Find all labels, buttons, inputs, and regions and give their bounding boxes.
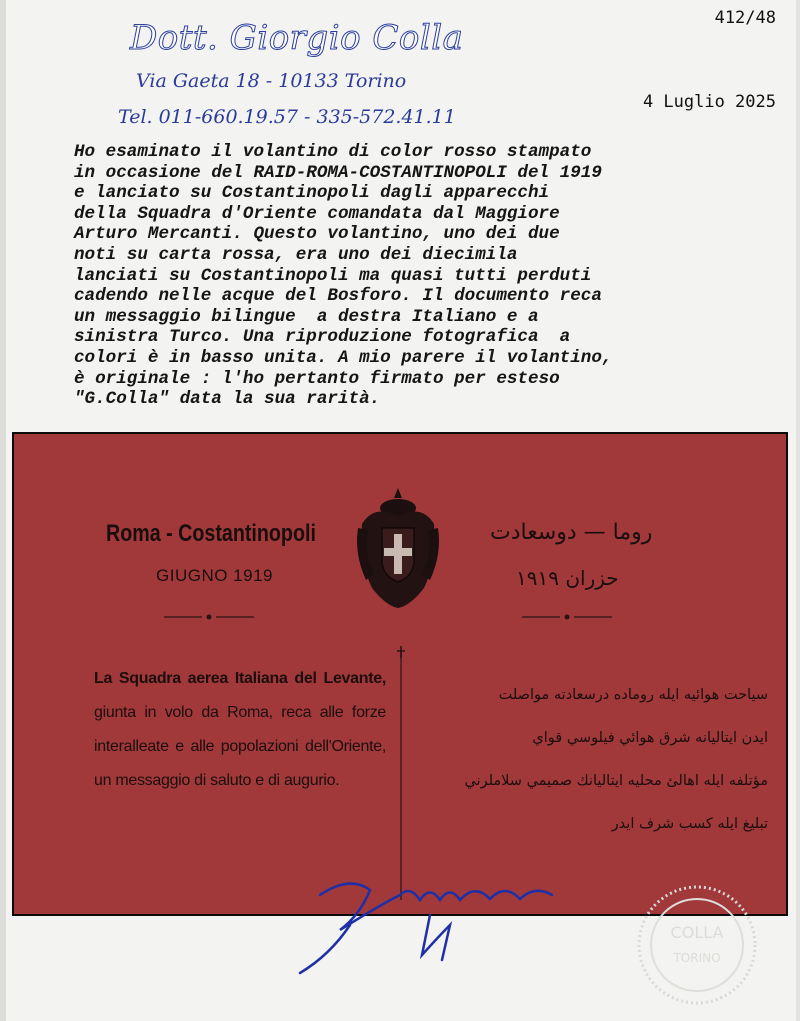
certificate-line: "G.Colla" data la sua rarità. bbox=[74, 389, 381, 410]
certificate-line: e lanciato su Costantinopoli dagli apparecchi bbox=[74, 183, 550, 204]
letterhead-address: Via Gaeta 18 - 10133 Torino bbox=[136, 70, 407, 92]
certificate-line: cadendo nelle acque del Bosforo. Il documento reca bbox=[74, 286, 602, 307]
page-edge-left bbox=[0, 0, 6, 1021]
flyer-message-italian bbox=[94, 662, 386, 798]
ottoman-line: تبليغ ايله كسب شرف ايدر bbox=[611, 816, 768, 832]
certificate-line: un messaggio bilingue a destra Italiano e a bbox=[74, 306, 539, 327]
certificate-line: sinistra Turco. Una riproduzione fotografica a bbox=[74, 327, 571, 348]
flyer-date-ottoman: حزران ١٩١٩ bbox=[516, 566, 619, 590]
letterhead-phone: Tel. 011-660.19.57 - 335-572.41.11 bbox=[118, 106, 456, 128]
page-edge-right bbox=[796, 0, 800, 1021]
embossed-stamp bbox=[632, 880, 762, 1010]
flyer-title: Roma - Costantinopoli bbox=[106, 520, 316, 547]
stamp-bottom-text: TORINO bbox=[673, 951, 721, 965]
certificate-line: in occasione del RAID-ROMA-COSTANTINOPOLI del 1919 bbox=[74, 162, 602, 183]
stamp-top-text: COLLA bbox=[670, 923, 724, 942]
certificate-line: colori è in basso unita. A mio parere il volantino, bbox=[74, 347, 613, 368]
handwritten-signature bbox=[290, 855, 590, 985]
ottoman-line: سياحت هوائيه ايله روماده درسعادته مواصلت bbox=[498, 687, 768, 703]
flyer-title-ottoman: روما — دوسعادت bbox=[490, 520, 653, 545]
ottoman-line: مؤتلفه ايله اهالئ محليه ايتاليانك صميمي سلاملرني bbox=[464, 773, 768, 789]
flyer-message-ottoman bbox=[416, 674, 768, 846]
certificate-line: della Squadra d'Oriente comandata dal Maggiore bbox=[74, 203, 560, 224]
certificate-text bbox=[74, 142, 786, 410]
certificate-line: Ho esaminato il volantino di color rosso stampato bbox=[74, 142, 592, 162]
savoy-crest-icon bbox=[354, 484, 442, 610]
certificate-line: lanciati su Costantinopoli ma quasi tutti perduti bbox=[74, 265, 592, 286]
flyer-message-bold: La Squadra aerea Italiana del Levante, bbox=[94, 670, 386, 687]
flyer-message-rest: giunta in volo da Roma, reca alle forze interalleate e alle popolazioni dell'Oriente, un messaggio di saluto e di augurio. bbox=[94, 704, 386, 789]
certificate-date: 4 Luglio 2025 bbox=[642, 92, 776, 112]
cross-ornament-icon bbox=[395, 646, 407, 658]
reference-number: 412/48 bbox=[714, 8, 776, 28]
certificate-line: Arturo Mercanti. Questo volantino, uno dei due bbox=[74, 224, 560, 245]
ornament-right bbox=[522, 612, 612, 622]
flyer-date: GIUGNO 1919 bbox=[156, 566, 273, 585]
red-flyer-photo bbox=[14, 434, 786, 914]
ottoman-line: ايدن ايتاليانه شرق هوائي فيلوسي قواي bbox=[532, 730, 768, 746]
certificate-line: noti su carta rossa, era uno dei diecimila bbox=[74, 244, 518, 265]
ornament-left bbox=[164, 612, 254, 622]
letterhead-name: Dott. Giorgio Colla bbox=[130, 18, 464, 58]
certificate-line: è originale : l'ho pertanto firmato per esteso bbox=[74, 368, 560, 389]
